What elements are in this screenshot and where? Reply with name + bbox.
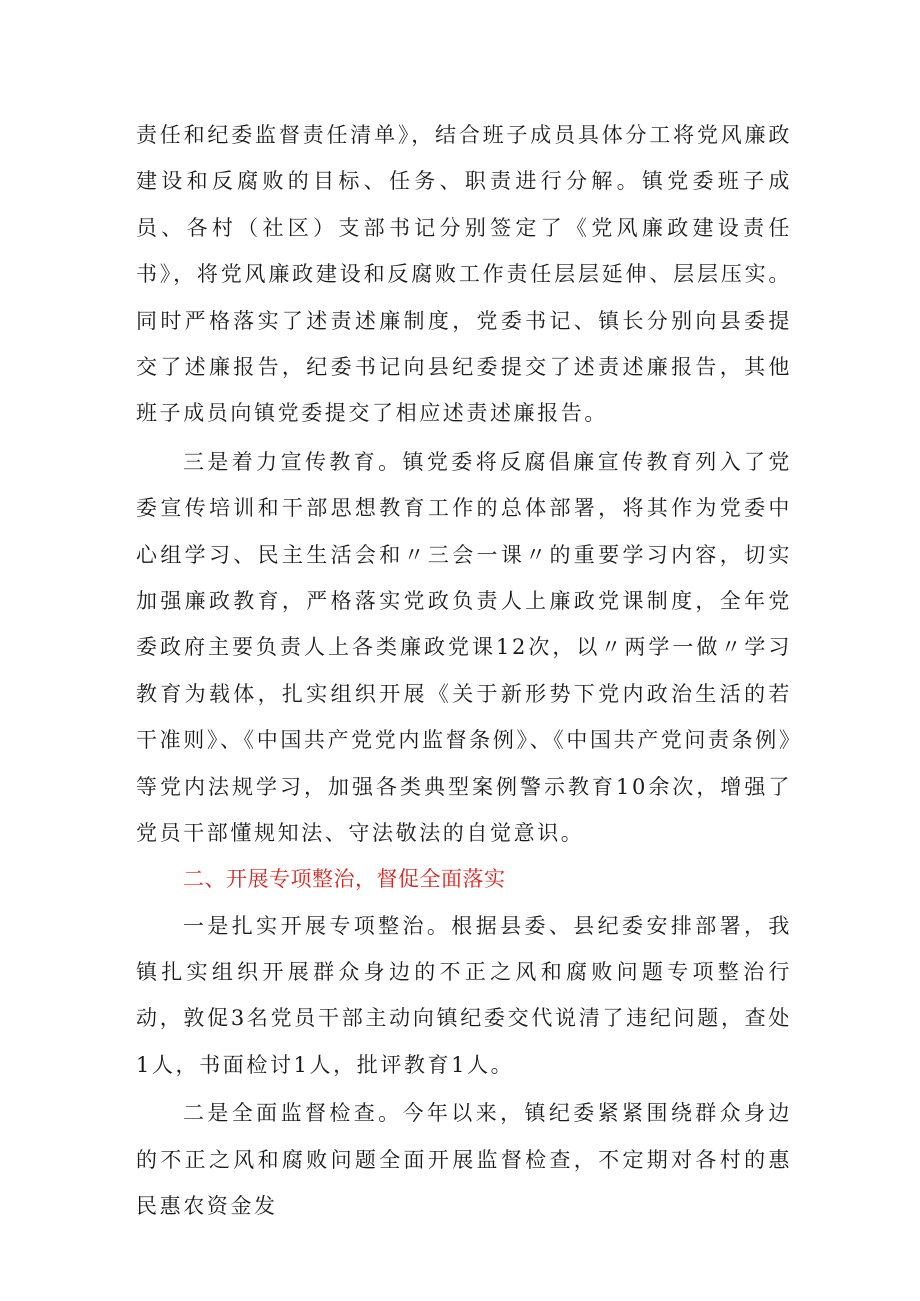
paragraph-responsibility-list: 责任和纪委监督责任清单》，结合班子成员具体分工将党风廉政建设和反腐败的目标、任务、职责进行分解。镇党委班子成员、各村（社区）支部书记分别签定了《党风廉政建设责任书》，将党风廉政建设和反腐败工作责任层层延伸、层层压实。同时严格落实了述责述廉制度，党委书记、镇长分别向县委提交了述廉报告，纪委书记向县纪委提交了述责述廉报告，其他班子成员向镇党委提交了相应述责述廉报告。	[136, 123, 792, 426]
paragraph-special-rectification: 一是扎实开展专项整治。根据县委、县纪委安排部署，我镇扎实组织开展群众身边的不正之风和腐败问题专项整治行动，敦促3名党员干部主动向镇纪委交代说清了违纪问题，查处1人，书面检讨1人，批评教育1人。	[136, 913, 792, 1077]
document-page	[136, 112, 792, 1229]
paragraph-publicity-education: 三是着力宣传教育。镇党委将反腐倡廉宣传教育列入了党委宣传培训和干部思想教育工作的总体部署，将其作为党委中心组学习、民主生活会和〃三会一课〃的重要学习内容，切实加强廉政教育，严格落实党政负责人上廉政党课制度，全年党委政府主要负责人上各类廉政党课12次，以〃两学一做〃学习教育为载体，扎实组织开展《关于新形势下党内政治生活的若干准则》、《中国共产党党内监督条例》、《中国共产党问责条例》等党内法规学习，加强各类典型案例警示教育10余次，增强了党员干部懂规知法、守法敬法的自觉意识。	[136, 449, 792, 846]
section-heading: 二、开展专项整治，督促全面落实	[183, 866, 506, 891]
paragraph-supervision-inspection: 二是全面监督检查。今年以来，镇纪委紧紧围绕群众身边的不正之风和腐败问题全面开展监督检查，不定期对各村的惠民惠农资金发	[136, 1101, 792, 1218]
